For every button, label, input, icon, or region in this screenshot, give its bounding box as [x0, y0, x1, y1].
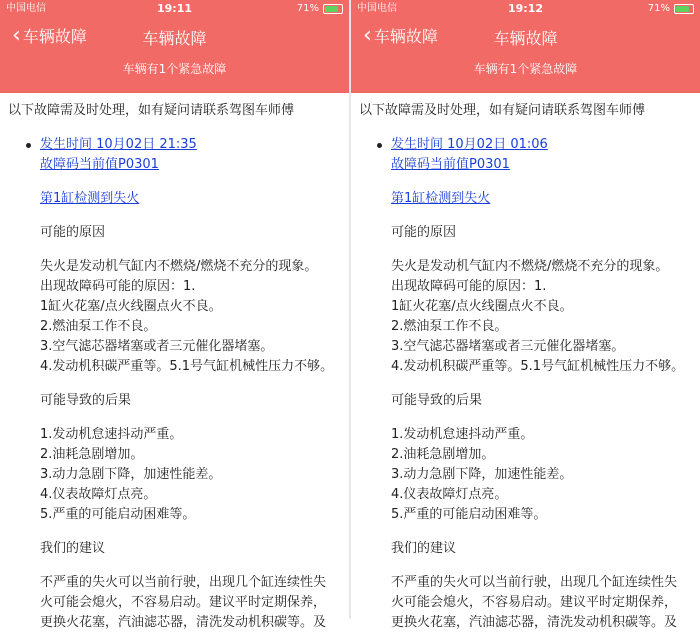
clock: 19:11 — [156, 2, 192, 15]
list-item: 3.动力急剧下降，加速性能差。 — [40, 467, 222, 482]
list-item: 5.严重的可能启动困难等。 — [391, 507, 547, 522]
bullet-icon — [377, 143, 382, 148]
list-item: 4.仪表故障灯点亮。 — [391, 487, 508, 502]
effects-heading: 可能导致的后果 — [391, 393, 483, 408]
fault-content — [351, 93, 700, 633]
chevron-left-icon: ‹ — [363, 22, 372, 48]
header — [351, 0, 700, 93]
list-item: 2.油耗急剧增加。 — [40, 447, 144, 462]
battery-icon — [323, 4, 343, 14]
causes-heading: 可能的原因 — [40, 225, 106, 240]
advice-heading: 我们的建议 — [40, 541, 106, 556]
list-item: 不严重的失火可以当前行驶，出现几个缸连续性失 — [40, 575, 327, 590]
list-item: 失火是发动机气缸内不燃烧/燃烧不充分的现象。 — [391, 259, 669, 274]
list-item: 3.空气滤芯器堵塞或者三元催化器堵塞。 — [40, 339, 274, 354]
chevron-left-icon: ‹ — [12, 22, 21, 48]
battery-percent: 71% — [296, 3, 319, 14]
fault-title-link[interactable]: 第1缸检测到失火 — [391, 191, 491, 206]
occurrence-time-link[interactable]: 发生时间 10月02日 01:06 — [391, 137, 548, 152]
fault-title-link[interactable]: 第1缸检测到失火 — [40, 191, 140, 206]
list-item: 1.发动机怠速抖动严重。 — [40, 427, 183, 442]
list-item: 2.燃油泵工作不良。 — [391, 319, 508, 334]
list-item: 2.燃油泵工作不良。 — [40, 319, 157, 334]
list-item: 不严重的失火可以当前行驶，出现几个缸连续性失 — [391, 575, 678, 590]
list-item: 更换火花塞，汽油滤芯器，清洗发动机积碳等。及 — [40, 615, 327, 630]
page-title: 车辆故障 — [493, 29, 558, 48]
page-subtitle: 车辆有1个紧急故障 — [122, 62, 227, 76]
causes-heading: 可能的原因 — [391, 225, 457, 240]
page-title: 车辆故障 — [142, 29, 207, 48]
fault-item — [359, 135, 692, 633]
fault-code-link[interactable]: 故障码当前值P0301 — [40, 157, 159, 172]
advice-heading: 我们的建议 — [391, 541, 457, 556]
battery-icon — [674, 4, 694, 14]
effects-heading: 可能导致的后果 — [40, 393, 132, 408]
fault-content — [0, 93, 349, 633]
list-item: 4.发动机积碳严重等。5.1号气缸机械性压力不够。 — [391, 359, 685, 374]
list-item: 1缸火花塞/点火线圈点火不良。 — [391, 299, 573, 314]
status-bar — [0, 0, 349, 18]
list-item: 4.发动机积碳严重等。5.1号气缸机械性压力不够。 — [40, 359, 334, 374]
list-item: 3.空气滤芯器堵塞或者三元催化器堵塞。 — [391, 339, 625, 354]
clock: 19:12 — [507, 2, 543, 15]
effects-list — [40, 425, 341, 525]
list-item: 出现故障码可能的原因：1. — [40, 279, 196, 294]
list-item: 更换火花塞，汽油滤芯器，清洗发动机积碳等。及 — [391, 615, 678, 630]
list-item: 3.动力急剧下降，加速性能差。 — [391, 467, 573, 482]
list-item: 1缸火花塞/点火线圈点火不良。 — [40, 299, 222, 314]
list-item: 失火是发动机气缸内不燃烧/燃烧不充分的现象。 — [40, 259, 318, 274]
causes-list — [391, 257, 692, 377]
list-item: 火可能会熄火，不容易启动。建议平时定期保养， — [40, 595, 327, 610]
advice-text — [40, 573, 341, 633]
effects-list — [391, 425, 692, 525]
list-item: 4.仪表故障灯点亮。 — [40, 487, 157, 502]
carrier-label: 中国电信 — [357, 3, 397, 14]
causes-list — [40, 257, 341, 377]
status-bar — [351, 0, 700, 18]
header — [0, 0, 349, 93]
occurrence-time-link[interactable]: 发生时间 10月02日 21:35 — [40, 137, 197, 152]
right-screen — [351, 0, 700, 630]
intro-text: 以下故障需及时处理，如有疑问请联系驾图车师傅 — [359, 103, 646, 118]
back-label: 车辆故障 — [22, 27, 87, 46]
advice-text — [391, 573, 692, 633]
page-subtitle: 车辆有1个紧急故障 — [473, 62, 578, 76]
list-item: 1.发动机怠速抖动严重。 — [391, 427, 534, 442]
list-item: 5.严重的可能启动困难等。 — [40, 507, 196, 522]
left-screen — [0, 0, 349, 630]
intro-text: 以下故障需及时处理，如有疑问请联系驾图车师傅 — [8, 103, 295, 118]
bullet-icon — [26, 143, 31, 148]
carrier-label: 中国电信 — [6, 3, 46, 14]
fault-code-link[interactable]: 故障码当前值P0301 — [391, 157, 510, 172]
battery-percent: 71% — [647, 3, 670, 14]
list-item: 火可能会熄火，不容易启动。建议平时定期保养， — [391, 595, 678, 610]
list-item: 2.油耗急剧增加。 — [391, 447, 495, 462]
back-label: 车辆故障 — [373, 27, 438, 46]
list-item: 出现故障码可能的原因：1. — [391, 279, 547, 294]
fault-item — [8, 135, 341, 633]
